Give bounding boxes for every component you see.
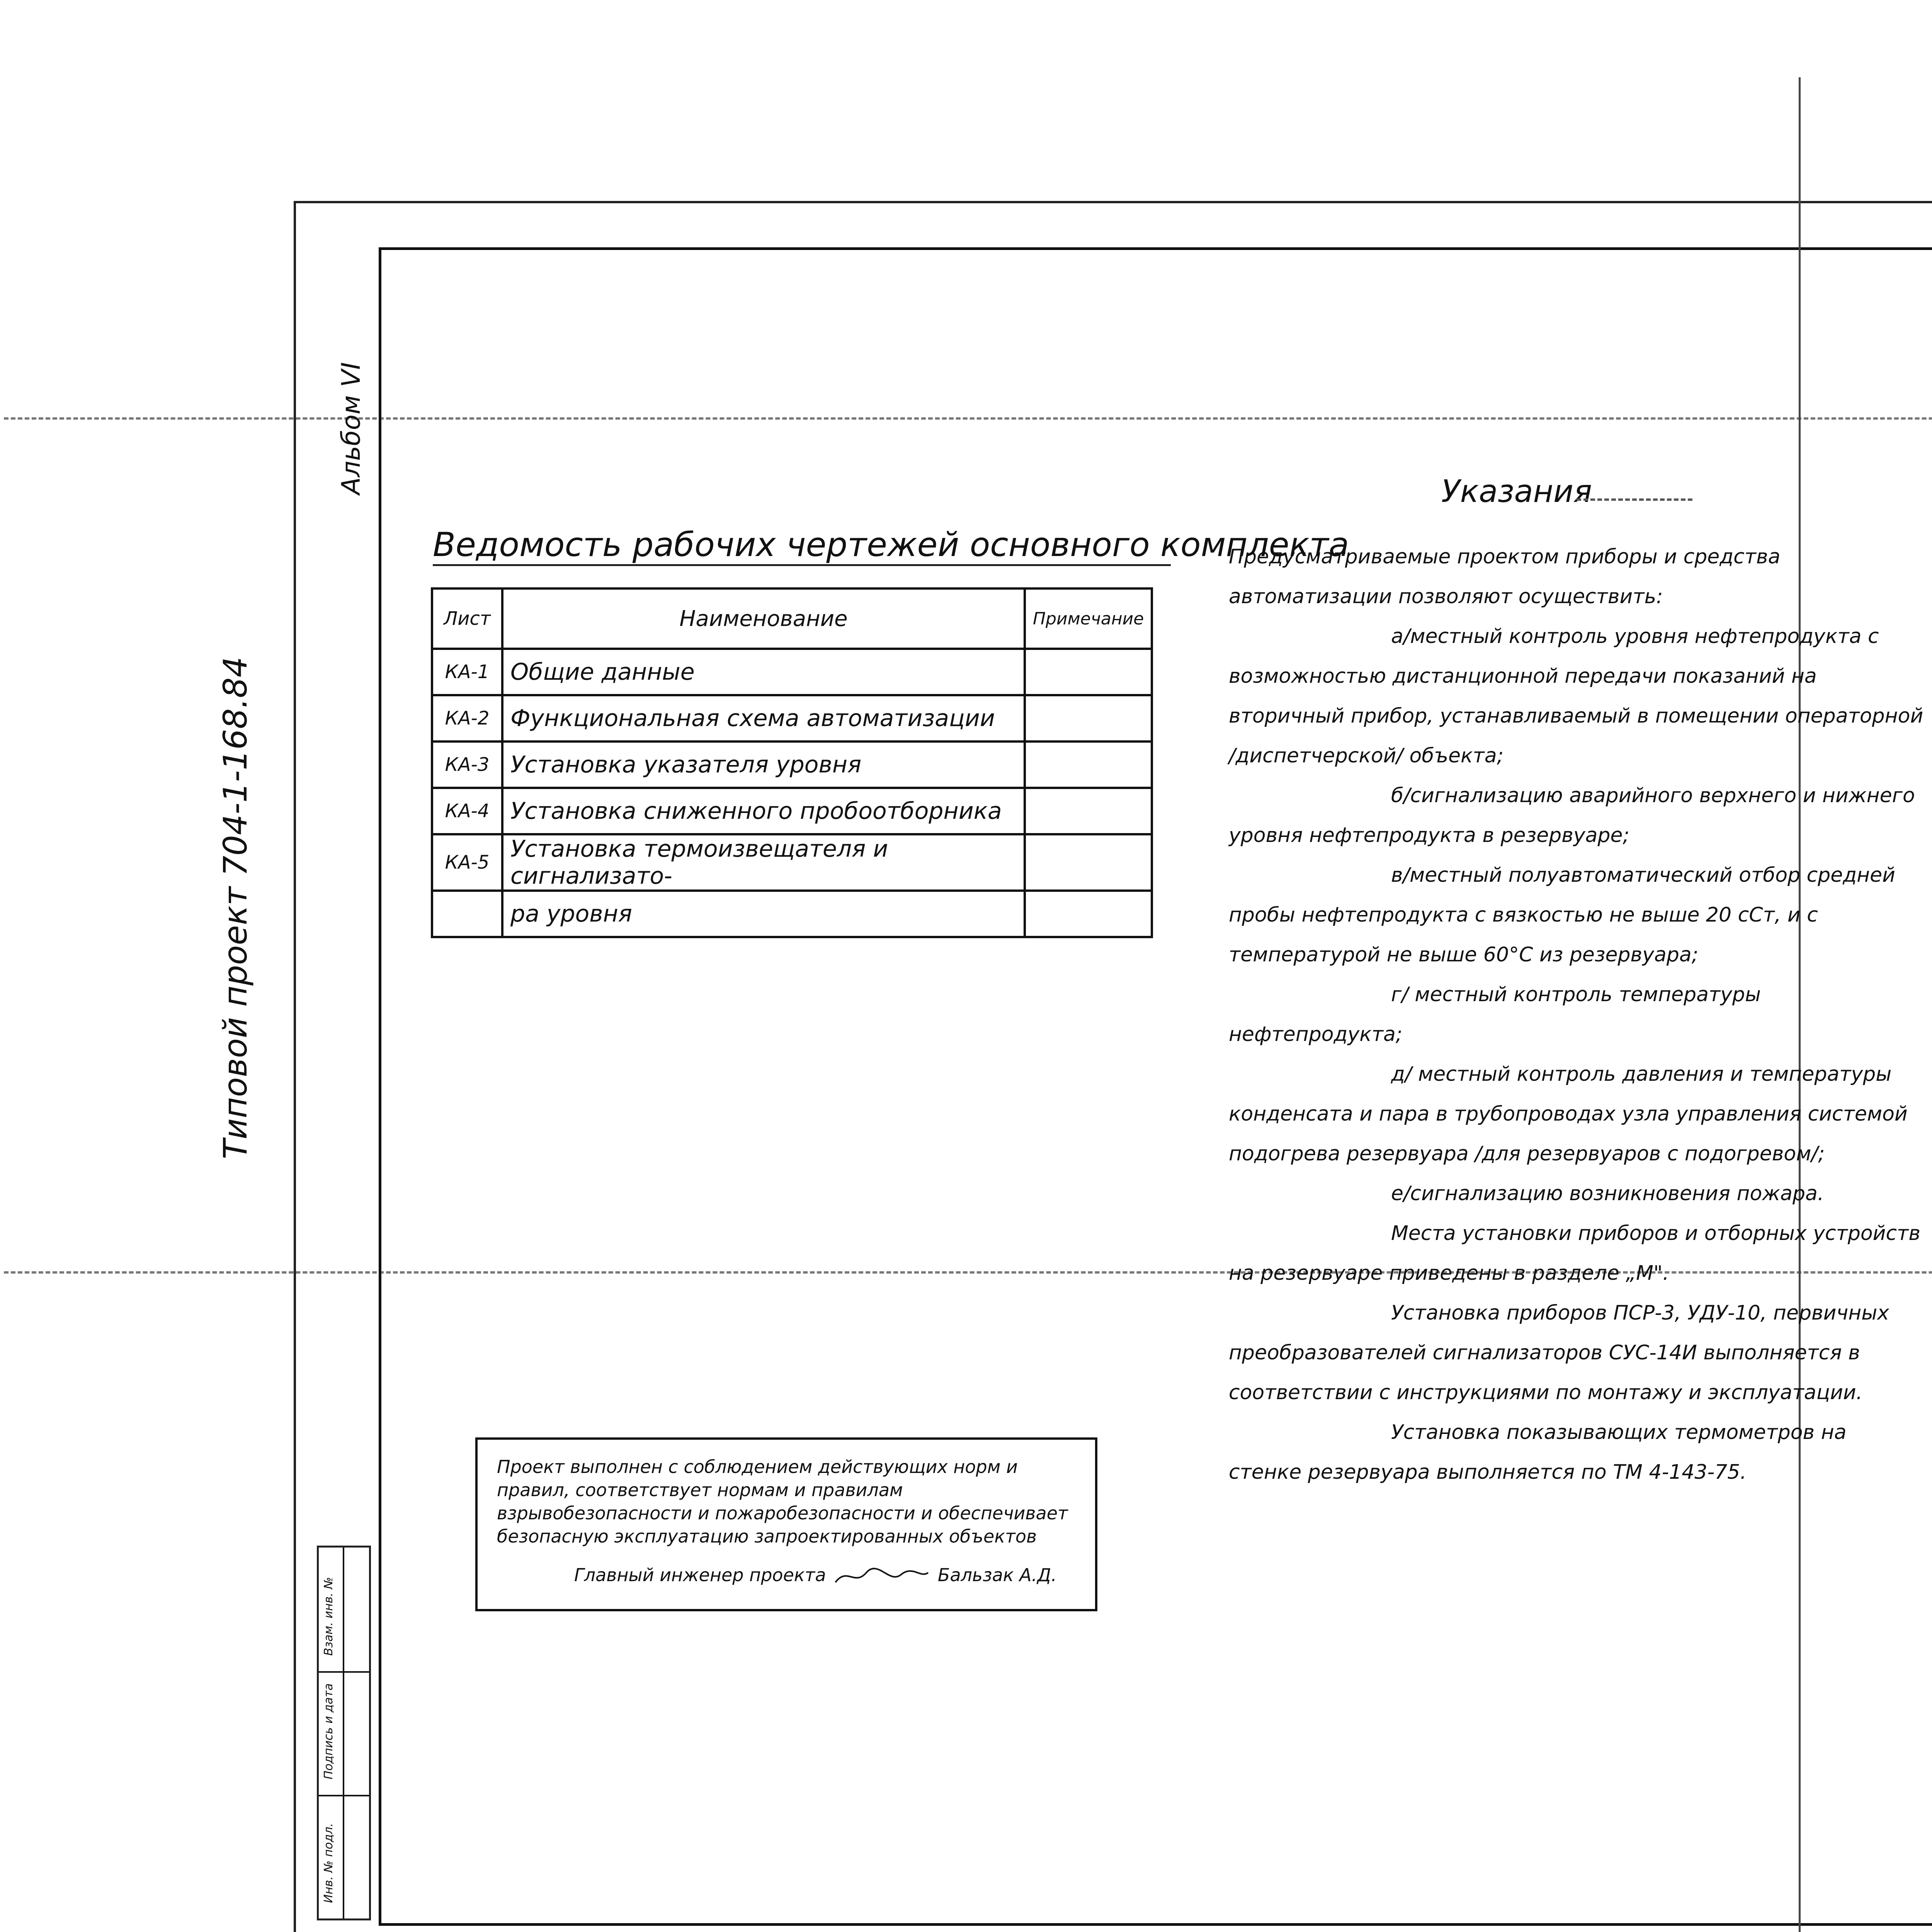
table-row [432, 649, 1152, 695]
table-row [432, 788, 1152, 834]
row-code: КА-5 [432, 834, 502, 891]
row-note [1025, 788, 1152, 834]
paragraph: Предусматриваемые проектом приборы и средства автоматизации позволяют осуществить: [1229, 545, 1781, 608]
row-code: КА-2 [432, 695, 502, 742]
drawings-list-title: Ведомость рабочих чертежей основного комплекта [433, 526, 1349, 564]
heading-dash [1577, 498, 1692, 501]
row-note [1025, 891, 1152, 937]
drawings-list-table-wrap [431, 587, 1153, 938]
paragraph: д/ местный контроль давления и температуры конденсата и пара в трубопроводах узла управления системой подогрева резервуара /для резервуаров с подогревом/; [1229, 1063, 1908, 1165]
header-name: Наименование [502, 588, 1025, 649]
stamp-signature-line [497, 1563, 1076, 1588]
instructions-heading: Указания [1441, 473, 1592, 509]
signature-icon [832, 1565, 932, 1588]
header-sheet: Лист [432, 588, 502, 649]
header-note: Примечание [1025, 588, 1152, 649]
row-note [1025, 834, 1152, 891]
row-code: КА-4 [432, 788, 502, 834]
project-side-label: Типовой проект 704-1-168.84 [216, 656, 254, 1159]
drawings-list-table [431, 587, 1153, 938]
instructions-column-1 [1229, 537, 1924, 1492]
approval-strip [317, 1546, 371, 1920]
table-row [432, 695, 1152, 742]
paragraph: е/сигнализацию возникновения пожара. [1391, 1182, 1824, 1205]
paragraph: Установка приборов ПСР-3, УДУ-10, первичных преобразователей сигнализаторов СУС-14И выполняется в соответствии с инструкциями по монтажу и эксплуатации. [1229, 1301, 1889, 1404]
paragraph: Места установки приборов и отборных устройств на резервуаре приведены в разделе „М". [1229, 1222, 1921, 1285]
strip-label: Инв. № подл. [322, 1823, 335, 1903]
strip-label: Подпись и дата [322, 1683, 335, 1779]
compliance-stamp [475, 1437, 1097, 1611]
row-name: Установка термоизвещателя и сигнализато- [502, 834, 1025, 891]
table-header-row [432, 588, 1152, 649]
album-side-label: Альбом VI [336, 362, 366, 495]
row-note [1025, 695, 1152, 742]
stamp-text: Проект выполнен с соблюдением действующих норм и правил, соответствует нормам и правилам взрывобезопасности и пожаробезопасности и обеспечивает безопасную эксплуатацию запроектированных объектов [497, 1456, 1068, 1547]
row-name: Общие данные [502, 649, 1025, 695]
strip-label: Взам. инв. № [322, 1577, 335, 1656]
paragraph: б/сигнализацию аварийного верхнего и нижнего уровня нефтепродукта в резервуаре; [1229, 784, 1915, 847]
signatory-role: Главный инженер проекта [574, 1565, 826, 1585]
table-row [432, 742, 1152, 788]
row-code: КА-1 [432, 649, 502, 695]
row-note [1025, 649, 1152, 695]
paragraph: Установка показывающих термометров на стенке резервуара выполняется по ТМ 4-143-75. [1229, 1421, 1847, 1484]
row-name: Функциональная схема автоматизации [502, 695, 1025, 742]
row-name: Установка указателя уровня [502, 742, 1025, 788]
strip-divider [319, 1671, 369, 1673]
table-row [432, 891, 1152, 937]
row-code [432, 891, 502, 937]
paragraph: г/ местный контроль температуры нефтепродукта; [1229, 983, 1761, 1046]
title-underline [433, 564, 1171, 566]
row-note [1025, 742, 1152, 788]
signatory-name: Бальзак А.Д. [937, 1565, 1057, 1585]
paragraph: а/местный контроль уровня нефтепродукта с возможностью дистанционной передачи показаний на вторичный прибор, устанавливаемый в помещении операторной /диспетчерской/ объекта; [1229, 625, 1923, 767]
strip-divider [319, 1795, 369, 1796]
row-name: Установка сниженного пробоотборника [502, 788, 1025, 834]
strip-divider [343, 1548, 344, 1918]
table-row [432, 834, 1152, 891]
row-name: ра уровня [502, 891, 1025, 937]
paragraph: в/местный полуавтоматический отбор средней пробы нефтепродукта с вязкостью не выше 20 сСт, и с температурой не выше 60°С из резервуара; [1229, 864, 1895, 966]
row-code: КА-3 [432, 742, 502, 788]
